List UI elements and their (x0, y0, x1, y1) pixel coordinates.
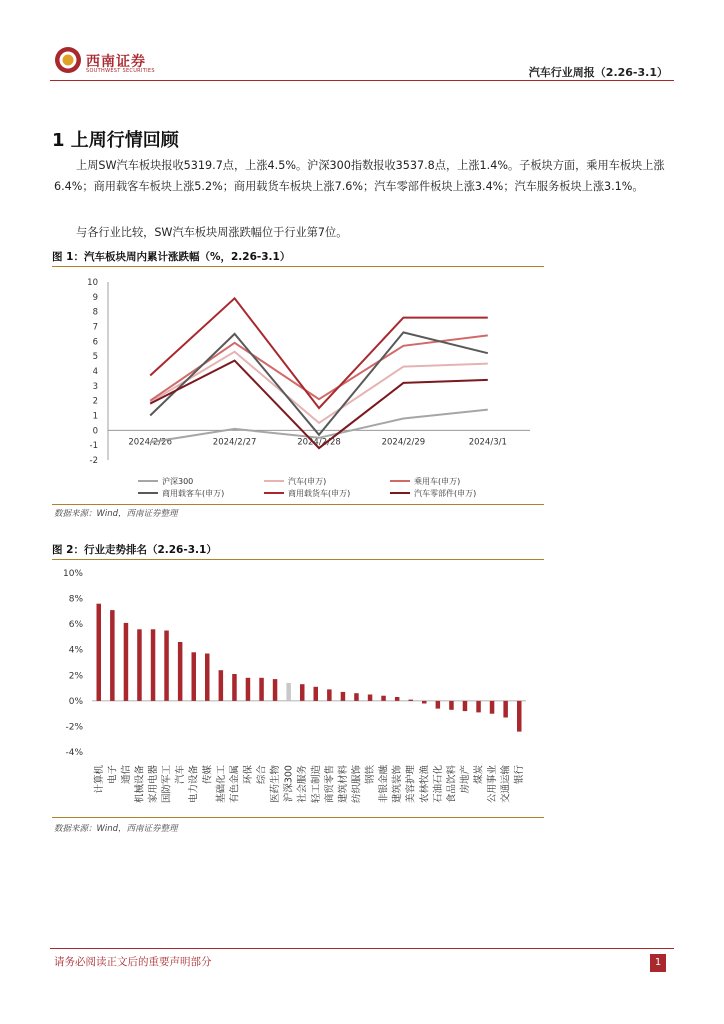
bar (436, 701, 441, 709)
bar (273, 679, 278, 701)
category-label: 交通运输 (500, 765, 512, 804)
bar (368, 695, 373, 701)
bar-chart (52, 561, 544, 817)
figure2-source: 数据来源：Wind，西南证券整理 (54, 824, 178, 834)
y-tick-label: 6 (92, 337, 98, 348)
header-divider (50, 80, 674, 81)
line-chart (52, 268, 544, 504)
y-tick-label: 3 (92, 381, 98, 392)
x-tick-label: 2024/3/1 (468, 437, 507, 448)
category-label: 建筑材料 (337, 764, 349, 804)
disclaimer-note: 请务必阅读正文后的重要声明部分 (54, 956, 212, 968)
bar (300, 684, 305, 701)
legend-label: 商用载客车(申万) (162, 489, 225, 498)
category-label: 农林牧渔 (419, 765, 431, 804)
bar (219, 670, 224, 701)
bar (151, 629, 156, 701)
category-label: 食品饮料 (446, 764, 458, 804)
figure1-bottom-rule (52, 504, 544, 505)
bar (422, 701, 427, 704)
y-tick-label: 0 (92, 426, 98, 437)
y-tick-label: 9 (92, 292, 98, 303)
section-title: 1 上周行情回顾 (52, 130, 179, 151)
category-label: 基础化工 (215, 764, 227, 803)
bar (395, 697, 400, 701)
category-label: 传媒 (202, 765, 214, 785)
bar (517, 701, 522, 732)
category-label: 非银金融 (378, 765, 390, 804)
bar (327, 689, 332, 701)
bar (232, 674, 237, 701)
category-label: 商贸零售 (324, 764, 336, 803)
category-label: 美容护理 (405, 764, 417, 803)
figure2-top-rule (52, 559, 544, 560)
legend-label: 乘用车(申万) (414, 477, 461, 486)
y-tick-label: 5 (92, 352, 98, 363)
bar (110, 610, 115, 701)
y-tick-label: 0% (68, 696, 83, 707)
category-label: 银行 (514, 764, 526, 784)
legend-label: 沪深300 (162, 477, 194, 486)
bar (503, 701, 508, 718)
category-label: 环保 (243, 765, 254, 785)
bar (124, 623, 129, 701)
category-label: 煤炭 (473, 764, 485, 784)
bar (381, 696, 386, 701)
category-label: 钢铁 (365, 764, 376, 784)
figure2-bottom-rule (52, 817, 544, 818)
logo-icon (54, 46, 82, 74)
bar (449, 701, 454, 710)
y-tick-label: 2% (68, 671, 83, 682)
bar (178, 642, 183, 701)
series-line-2 (150, 352, 488, 423)
category-label: 电子 (107, 764, 119, 784)
bar (341, 692, 346, 701)
legend-label: 汽车零部件(申万) (414, 489, 477, 498)
bar (164, 631, 169, 701)
category-label: 医药生物 (270, 765, 282, 804)
footer-divider (50, 948, 674, 949)
y-tick-label: 10% (62, 569, 83, 579)
category-label: 沪深300 (283, 765, 295, 803)
x-tick-label: 2024/2/27 (212, 437, 257, 448)
y-tick-label: -2 (89, 456, 98, 466)
bar (490, 701, 495, 714)
category-label: 计算机 (93, 765, 105, 794)
bar (314, 687, 319, 701)
logo-text: 西南证券 (86, 54, 146, 70)
category-label: 汽车 (175, 765, 187, 785)
series-line-1 (150, 410, 488, 443)
y-tick-label: -4% (65, 748, 83, 758)
bar (97, 604, 102, 701)
category-label: 国防军工 (161, 765, 173, 804)
x-tick-label: 2024/2/26 (128, 437, 172, 448)
figure1-source: 数据来源：Wind，西南证券整理 (54, 509, 178, 519)
y-tick-label: 6% (68, 620, 83, 631)
bar (286, 683, 291, 701)
category-label: 房地产 (460, 765, 471, 794)
y-tick-label: 10 (87, 278, 98, 288)
bar (259, 678, 264, 701)
category-label: 石油石化 (432, 764, 444, 803)
y-tick-label: 8 (92, 307, 98, 318)
category-label: 建筑装饰 (392, 765, 404, 804)
bar (463, 701, 468, 711)
bar (246, 678, 251, 701)
series-line-4 (150, 332, 488, 434)
y-tick-label: 2 (92, 396, 98, 407)
y-tick-label: -2% (65, 722, 83, 733)
bar (192, 652, 197, 701)
figure1-top-rule (52, 266, 544, 267)
figure1-title: 图 1：汽车板块周内累计涨跌幅（%，2.26-3.1） (52, 251, 291, 263)
y-tick-label: 4 (92, 367, 98, 377)
report-title: 汽车行业周报（2.26-3.1） (528, 66, 668, 79)
series-line-3 (150, 335, 488, 400)
bar (409, 700, 414, 701)
bar (137, 629, 142, 701)
category-label: 有色金属 (229, 764, 241, 804)
y-tick-label: -1 (89, 441, 98, 452)
category-label: 通信 (120, 764, 132, 785)
bar (354, 693, 359, 701)
category-label: 社会服务 (297, 764, 309, 803)
category-label: 综合 (256, 764, 268, 784)
legend-label: 商用载货车(申万) (288, 489, 351, 498)
x-tick-label: 2024/2/28 (297, 437, 341, 448)
legend-label: 汽车(申万) (288, 477, 327, 486)
paragraph-industry-rank: 与各行业比较，SW汽车板块周涨跌幅位于行业第7位。 (76, 226, 348, 239)
category-label: 机械设备 (134, 765, 146, 804)
y-tick-label: 8% (68, 594, 83, 605)
logo-subtext: SOUTHWEST SECURITIES (86, 68, 155, 74)
paragraph-market-review: 上周SW汽车板块报收5319.7点，上涨4.5%。沪深300指数报收3537.8点，上涨1.4%。子板块方面，乘用车板块上涨6.4%；商用载客车板块上涨5.2%；商用载货车板块上涨7.6%；汽车零部件板块上涨3.4%；汽车服务板块上涨3.1%。 (54, 159, 665, 193)
category-label: 轻工制造 (310, 765, 322, 804)
category-label: 公用事业 (487, 765, 499, 804)
bar (205, 654, 210, 701)
category-label: 电力设备 (188, 764, 200, 803)
y-tick-label: 1 (92, 411, 98, 422)
series-line-5 (150, 298, 488, 408)
figure2-title: 图 2：行业走势排名（2.26-3.1） (52, 544, 217, 556)
y-tick-label: 4% (68, 645, 83, 656)
category-label: 家用电器 (148, 764, 159, 803)
category-label: 纺织服饰 (351, 765, 363, 804)
page-number: 1 (650, 954, 666, 972)
bar (476, 701, 481, 713)
x-tick-label: 2024/2/29 (381, 437, 426, 448)
y-tick-label: 7 (92, 322, 98, 333)
